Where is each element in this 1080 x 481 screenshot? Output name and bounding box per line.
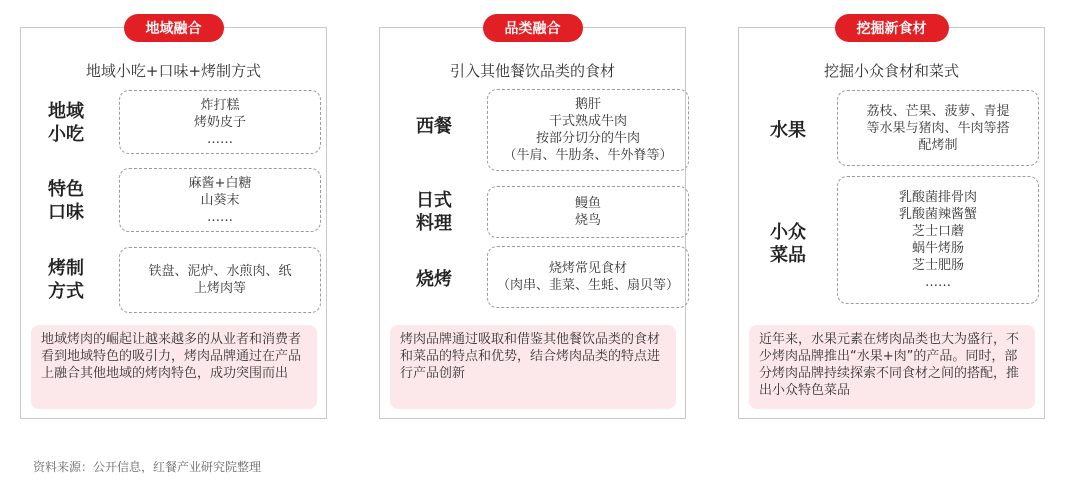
items-box: 鹅肝 干式熟成牛肉 按部分切分的牛肉 （牛肩、牛肋条、牛外脊等） [487, 89, 689, 171]
summary-note: 地域烤肉的崛起让越来越多的从业者和消费者看到地域特色的吸引力，烤肉品牌通过在产品上融合其他地域的烤肉特色，成功突围而出 [31, 325, 317, 409]
row-label: 水果 [770, 120, 806, 141]
summary-note: 烤肉品牌通过吸取和借鉴其他餐饮品类的食材和菜品的特点和优势，结合烤肉品类的特点进行产品创新 [390, 325, 676, 409]
panel-subtitle: 地域小吃+口味+烤制方式 [85, 62, 262, 80]
row-label: 西餐 [416, 116, 452, 137]
items-box: 炸打糕 烤奶皮子 …… [119, 90, 321, 154]
items-box: 鳗鱼 烧鸟 [487, 186, 689, 238]
row-label: 烧烤 [416, 269, 452, 290]
items-box: 烧烤常见食材 （肉串、韭菜、生蚝、扇贝等） [487, 246, 689, 308]
panel-new-ingredients [738, 21, 1045, 419]
summary-note: 近年来，水果元素在烤肉品类也大为盛行，不少烤肉品牌推出“水果+肉”的产品。同时，部分烤肉品牌持续探索不同食材之间的搭配，推出小众特色菜品 [749, 325, 1035, 409]
row-label: 烤制 方式 [48, 258, 84, 302]
row-label: 小众 菜品 [770, 222, 806, 266]
panel-subtitle: 引入其他餐饮品类的食材 [449, 62, 615, 80]
panel-regional-fusion [20, 21, 327, 419]
panel-category-fusion [379, 21, 686, 419]
items-box: 乳酸菌排骨肉 乳酸菌辣酱蟹 芝士口蘑 蜗牛烤肠 芝士肥肠 …… [837, 176, 1039, 304]
row-label: 地域 小吃 [48, 101, 84, 145]
panel-badge: 挖掘新食材 [835, 14, 949, 42]
source-note: 资料来源：公开信息，红餐产业研究院整理 [33, 460, 262, 474]
row-label: 日式 料理 [416, 190, 452, 234]
items-box: 荔枝、芒果、菠萝、青提 等水果与猪肉、牛肉等搭 配烤制 [837, 90, 1039, 166]
row-label: 特色 口味 [48, 179, 84, 223]
panel-badge: 地域融合 [124, 14, 224, 42]
panel-badge: 品类融合 [483, 14, 583, 42]
panel-subtitle: 挖掘小众食材和菜式 [823, 62, 959, 80]
items-box: 铁盘、泥炉、水煎肉、纸 上烤肉等 [119, 247, 321, 313]
items-box: 麻酱+白糖 山葵末 …… [119, 168, 321, 232]
